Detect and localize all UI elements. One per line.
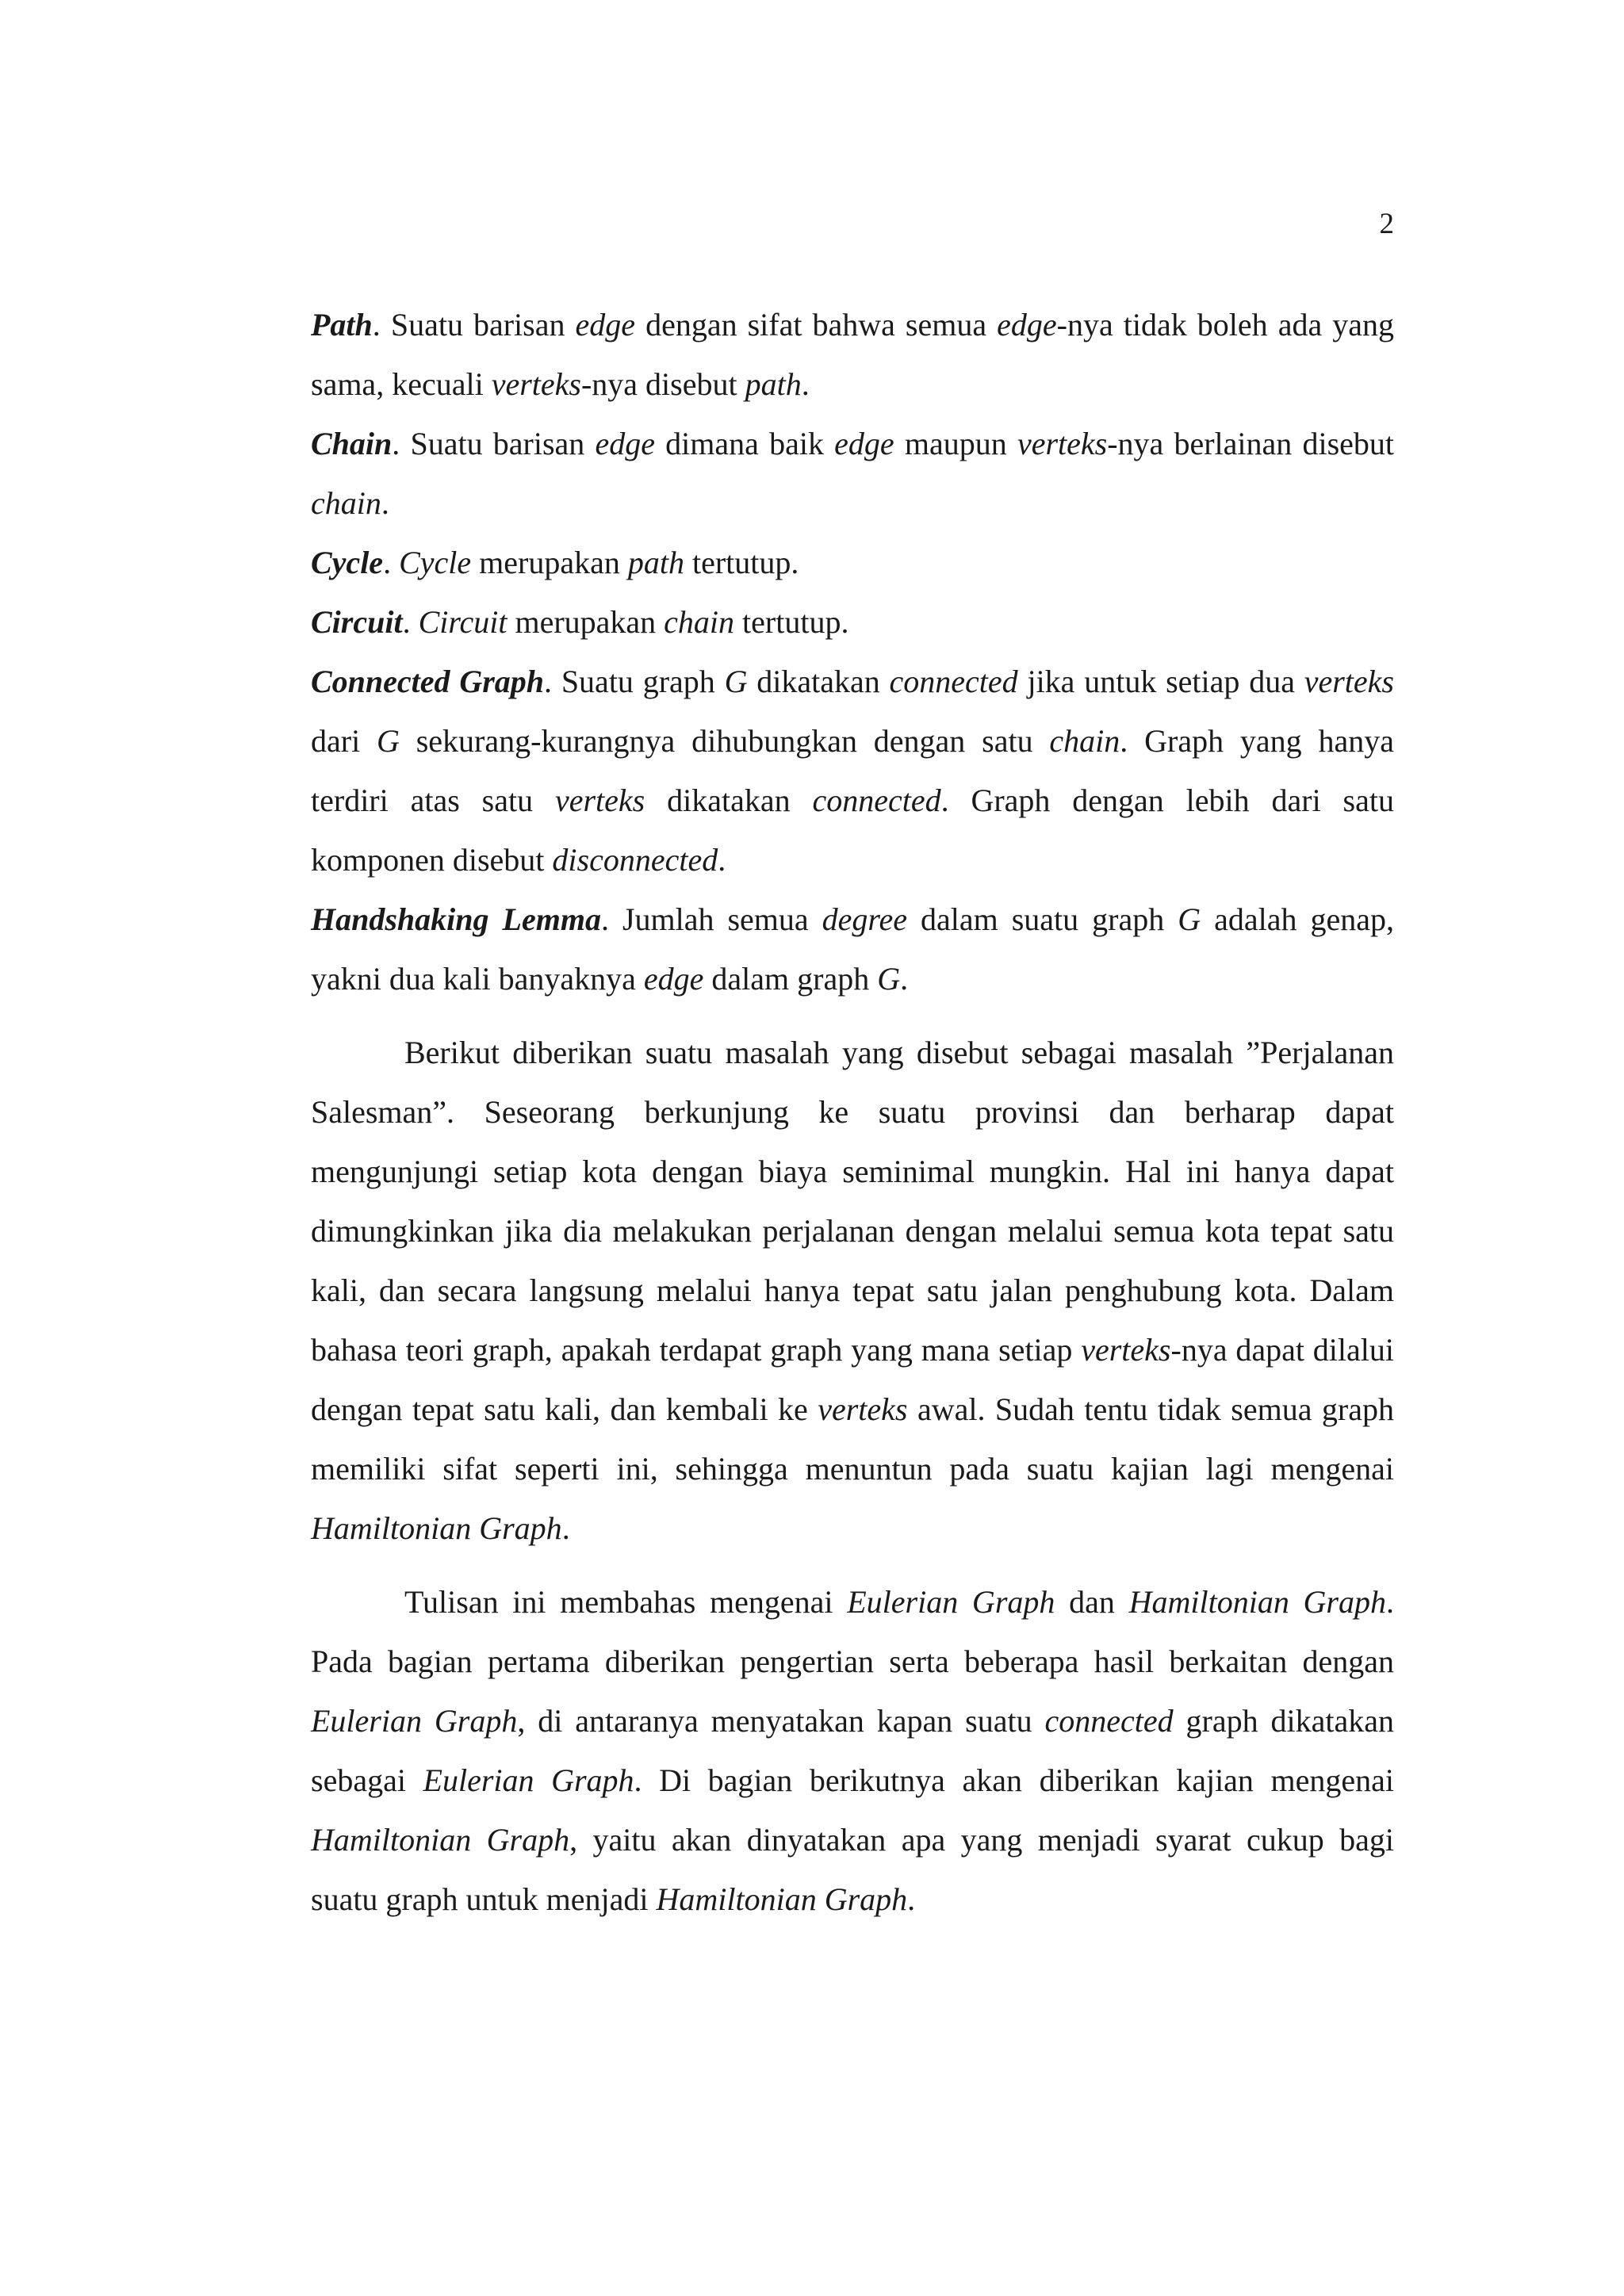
text-run: .	[561, 1510, 570, 1546]
text-run: merupakan	[471, 545, 628, 580]
italic-text: Hamiltonian Graph	[311, 1822, 570, 1858]
definition-term: Chain	[311, 426, 393, 461]
text-run: tertutup.	[684, 545, 799, 580]
italic-text: verteks	[818, 1391, 908, 1427]
italic-text: degree	[822, 901, 908, 937]
text-run: Berikut diberikan suatu masalah yang disebut sebagai masalah ”Perjalanan Salesman”. Seseorang berkunjung ke suatu provinsi dan berharap dapat mengunjungi setiap kota dengan biaya seminimal mungkin. Hal ini hanya dapat dimungkinkan jika dia melakukan perjalanan dengan melalui semua kota tepat satu kali, dan secara langsung melalui hanya tepat satu jalan penghubung kota. Dalam bahasa teori graph, apakah terdapat graph yang mana setiap	[311, 1035, 1394, 1368]
italic-text: edge	[997, 307, 1057, 342]
text-run: maupun	[894, 426, 1017, 461]
definition-term: Path	[311, 307, 373, 342]
text-run: dalam graph	[703, 961, 878, 997]
text-run: -nya tidak boleh ada yang sama, kecuali	[311, 307, 1394, 402]
italic-text: Eulerian Graph	[847, 1584, 1055, 1620]
text-run: .	[907, 1881, 916, 1917]
text-run: dalam suatu graph	[907, 901, 1178, 937]
text-run: jika untuk setiap dua	[1017, 664, 1304, 699]
text-run: . Graph yang hanya terdiri atas satu	[311, 723, 1394, 818]
text-run: dikatakan	[747, 664, 890, 699]
text-run: .	[718, 842, 726, 878]
text-run: dari	[311, 723, 377, 759]
italic-text: verteks	[1081, 1332, 1171, 1368]
definitions-list	[311, 295, 1394, 1008]
text-run: . Di bagian berikutnya akan diberikan kajian mengenai	[634, 1762, 1394, 1798]
text-run: awal. Sudah tentu tidak semua graph memiliki sifat seperti ini, sehingga menuntun pada suatu kajian lagi mengenai	[311, 1391, 1394, 1487]
definition-circuit	[311, 592, 1394, 652]
text-run: .	[801, 366, 810, 402]
italic-text: G	[377, 723, 400, 759]
text-run: -nya disebut	[580, 366, 745, 402]
definition-path	[311, 295, 1394, 414]
definition-cycle	[311, 533, 1394, 592]
text-run: . Pada bagian pertama diberikan pengertian serta beberapa hasil berkaitan dengan	[311, 1584, 1394, 1679]
text-run: adalah genap, yakni dua kali banyaknya	[311, 901, 1394, 997]
italic-text: edge	[643, 961, 704, 997]
text-run: dan	[1055, 1584, 1129, 1620]
italic-text: Hamiltonian Graph	[1128, 1584, 1386, 1620]
italic-text: path	[745, 366, 802, 402]
italic-text: verteks	[491, 366, 581, 402]
text-run: graph dikatakan sebagai	[311, 1703, 1395, 1798]
text-run: dengan sifat bahwa semua	[635, 307, 998, 342]
text-run: .	[383, 545, 400, 580]
text-run: merupakan	[507, 604, 665, 640]
definition-term: Cycle	[311, 545, 384, 580]
text-run: tertutup.	[734, 604, 849, 640]
text-run: .	[900, 961, 909, 997]
text-run: , yaitu akan dinyatakan apa yang menjadi syarat cukup bagi suatu graph untuk menjadi	[311, 1822, 1394, 1917]
italic-text: chain	[664, 604, 735, 640]
italic-text: verteks	[1017, 426, 1108, 461]
italic-text: edge	[575, 307, 636, 342]
body-paragraphs	[311, 1023, 1394, 1929]
text-run: -nya berlainan disebut	[1107, 426, 1395, 461]
text-run: . Suatu graph	[544, 664, 725, 699]
text-run: . Graph dengan lebih dari satu komponen disebut	[311, 783, 1394, 878]
italic-text: connected	[889, 664, 1018, 699]
definition-chain	[311, 414, 1394, 533]
italic-text: verteks	[554, 783, 645, 818]
text-run: dikatakan	[645, 783, 813, 818]
italic-text: Cycle	[399, 545, 472, 580]
italic-text: G	[877, 961, 901, 997]
body-paragraph	[311, 1572, 1394, 1929]
italic-text: G	[724, 664, 748, 699]
italic-text: Eulerian Graph	[311, 1703, 518, 1739]
italic-text: Circuit	[418, 604, 508, 640]
definition-handshaking-lemma	[311, 890, 1394, 1008]
text-run: -nya dapat dilalui dengan tepat satu kali, dan kembali ke	[311, 1332, 1395, 1427]
definition-term: Connected Graph	[311, 664, 545, 699]
definition-term: Circuit	[311, 604, 403, 640]
italic-text: chain	[311, 485, 381, 521]
italic-text: path	[627, 545, 684, 580]
italic-text: Hamiltonian Graph	[311, 1510, 562, 1546]
italic-text: verteks	[1304, 664, 1394, 699]
text-run: , di antaranya menyatakan kapan suatu	[517, 1703, 1045, 1739]
text-run: . Suatu barisan	[392, 426, 596, 461]
text-run: sekurang-kurangnya dihubungkan dengan satu	[399, 723, 1050, 759]
italic-text: G	[1178, 901, 1201, 937]
italic-text: edge	[834, 426, 894, 461]
italic-text: edge	[595, 426, 655, 461]
text-run: .	[402, 604, 419, 640]
italic-text: connected	[812, 783, 941, 818]
italic-text: chain	[1049, 723, 1120, 759]
text-run: . Suatu barisan	[372, 307, 576, 342]
italic-text: disconnected	[552, 842, 718, 878]
page-body	[311, 295, 1394, 1929]
definition-connected-graph	[311, 652, 1394, 890]
italic-text: Eulerian Graph	[423, 1762, 634, 1798]
body-paragraph	[311, 1023, 1394, 1558]
text-run: Tulisan ini membahas mengenai	[404, 1584, 848, 1620]
text-run: . Jumlah semua	[600, 901, 822, 937]
text-run: dimana baik	[655, 426, 835, 461]
text-run: .	[381, 485, 389, 521]
definition-term: Handshaking Lemma	[311, 901, 601, 937]
italic-text: connected	[1044, 1703, 1174, 1739]
italic-text: Hamiltonian Graph	[656, 1881, 908, 1917]
page-number: 2	[1379, 208, 1394, 240]
